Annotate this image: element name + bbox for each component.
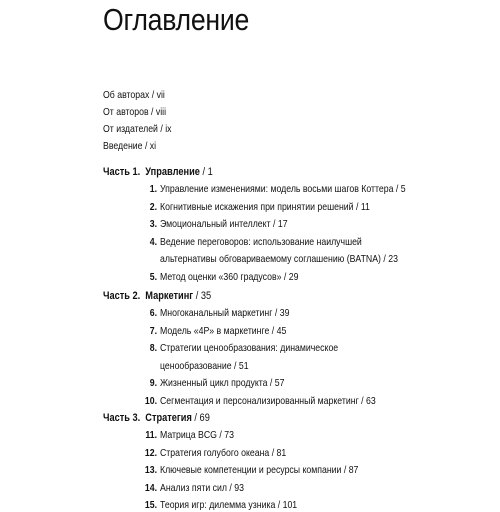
- page-number: / 39: [272, 308, 290, 319]
- chapter-title: Жизненный цикл продукта: [160, 378, 268, 390]
- chapter-title: Когнитивные искажения при принятии решений: [160, 201, 354, 213]
- page-number: / 51: [231, 360, 249, 372]
- page-number: / 23: [380, 254, 398, 266]
- part-heading[interactable]: [103, 290, 211, 302]
- chapter-number: 6.: [149, 308, 157, 319]
- front-matter-title: От издателей: [103, 124, 158, 135]
- page-number: / 69: [191, 412, 210, 424]
- part-heading[interactable]: [103, 412, 210, 424]
- chapter-entry[interactable]: [160, 308, 289, 320]
- part-name: Стратегия: [145, 412, 192, 424]
- part-name: Маркетинг: [145, 290, 194, 302]
- page-number: / 45: [269, 325, 287, 337]
- page-number: / xi: [142, 141, 157, 152]
- chapter-entry[interactable]: [160, 483, 244, 495]
- chapter-entry[interactable]: [160, 396, 376, 408]
- page-number: / 101: [275, 500, 298, 512]
- chapter-title: Стратегии ценообразования: динамическое: [160, 343, 339, 355]
- chapter-number: 2.: [149, 201, 157, 213]
- chapter-entry[interactable]: [160, 500, 297, 512]
- chapter-title: Стратегия голубого океана: [160, 447, 270, 459]
- chapter-title: Многоканальный маркетинг: [160, 308, 273, 319]
- chapter-number: 14.: [144, 482, 157, 494]
- chapter-entry[interactable]: [160, 361, 249, 373]
- page-number: / 73: [216, 430, 234, 441]
- chapter-entry[interactable]: [160, 326, 286, 338]
- chapter-number: 12.: [144, 447, 157, 459]
- chapter-entry[interactable]: [160, 202, 370, 214]
- part-name: Управление: [145, 166, 200, 178]
- chapter-title: альтернативы обговариваемому соглашению (BATNA): [160, 254, 381, 266]
- front-matter-item[interactable]: [103, 141, 156, 153]
- page-number: / 93: [226, 482, 244, 494]
- front-matter-item[interactable]: [103, 90, 165, 102]
- part-label: Часть 1.: [103, 166, 141, 178]
- chapter-entry[interactable]: [160, 430, 234, 442]
- chapter-entry[interactable]: [160, 343, 338, 355]
- page-number: / 11: [353, 201, 370, 213]
- chapter-number: 10.: [144, 396, 157, 407]
- page-number: / 35: [193, 290, 212, 302]
- chapter-entry[interactable]: [160, 254, 398, 266]
- chapter-entry[interactable]: [160, 448, 286, 460]
- chapter-title: Модель «4P» в маркетинге: [160, 325, 270, 337]
- chapter-title: Теория игр: дилемма узника: [160, 500, 276, 512]
- chapter-number: 5.: [149, 272, 157, 283]
- chapter-number: 11.: [145, 430, 157, 441]
- chapter-number: 13.: [144, 465, 157, 477]
- page-number: / 17: [270, 219, 288, 231]
- chapter-number: 3.: [149, 219, 157, 231]
- chapter-title: Ведение переговоров: использование наилучшей: [160, 236, 362, 248]
- chapter-number: 9.: [149, 378, 157, 390]
- chapter-entry[interactable]: [160, 237, 362, 249]
- page-number: / 1: [199, 166, 213, 178]
- front-matter-item[interactable]: [103, 124, 172, 136]
- chapter-number: 15.: [144, 500, 157, 512]
- chapter-title: Эмоциональный интеллект: [160, 219, 271, 231]
- part-heading[interactable]: [103, 166, 213, 178]
- page-number: / 63: [358, 396, 376, 407]
- page-number: / vii: [149, 90, 165, 101]
- page-number: / 29: [281, 272, 299, 283]
- chapter-title: Метод оценки «360 градусов»: [160, 272, 282, 283]
- chapter-number: 8.: [149, 343, 157, 355]
- chapter-entry[interactable]: [160, 378, 284, 390]
- front-matter-title: Об авторах: [103, 90, 150, 101]
- chapter-title: Управление изменениями: модель восьми шагов Коттера: [160, 184, 394, 195]
- page-number: / ix: [157, 124, 172, 135]
- page-number: / viii: [148, 107, 167, 118]
- chapter-title: Сегментация и персонализированный маркетинг: [160, 396, 359, 407]
- page-number: / 5: [393, 184, 406, 195]
- part-label: Часть 2.: [103, 290, 141, 302]
- front-matter-title: Введение: [103, 141, 143, 152]
- chapter-number: 1.: [149, 184, 157, 195]
- page-number: / 81: [269, 447, 287, 459]
- chapter-title: Анализ пяти сил: [160, 482, 227, 494]
- chapter-entry[interactable]: [160, 184, 406, 196]
- chapter-title: ценообразование: [160, 360, 232, 372]
- chapter-title: Ключевые компетенции и ресурсы компании: [160, 465, 342, 477]
- chapter-entry[interactable]: [160, 219, 288, 231]
- chapter-number: 7.: [149, 325, 157, 337]
- page-number: / 87: [341, 465, 359, 477]
- chapter-entry[interactable]: [160, 272, 298, 284]
- front-matter-title: От авторов: [103, 107, 149, 118]
- page-number: / 57: [267, 378, 285, 390]
- part-label: Часть 3.: [103, 412, 141, 424]
- chapter-entry[interactable]: [160, 465, 358, 477]
- front-matter-item[interactable]: [103, 107, 166, 119]
- page-title: Оглавление: [103, 2, 250, 37]
- chapter-number: 4.: [149, 236, 157, 248]
- chapter-title: Матрица BCG: [160, 430, 217, 441]
